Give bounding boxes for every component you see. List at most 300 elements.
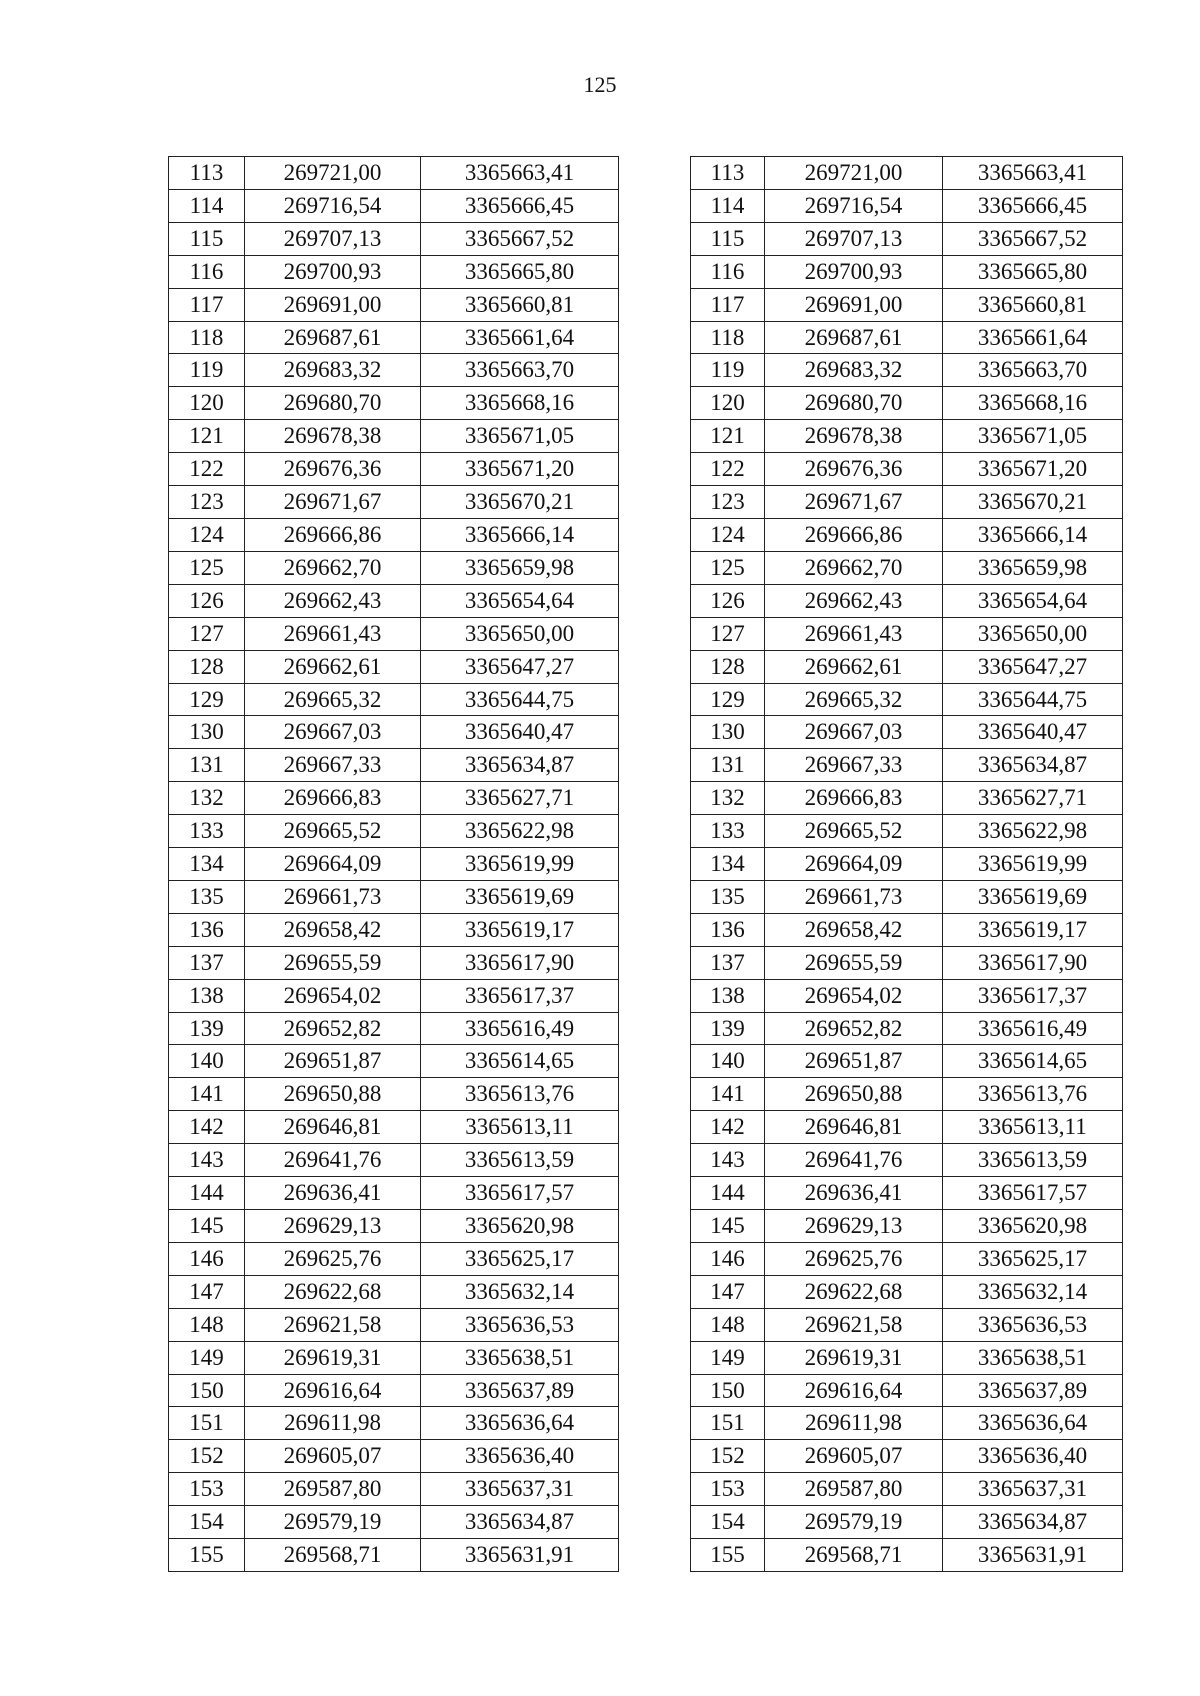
point-number-cell: 155 [691,1539,765,1572]
x-coordinate-cell: 269671,67 [765,486,943,519]
point-number-cell: 139 [169,1012,245,1045]
table-row [169,584,619,617]
table-row [691,1308,1123,1341]
x-coordinate-cell: 269651,87 [765,1045,943,1078]
point-number-cell: 142 [691,1111,765,1144]
point-number-cell: 136 [169,913,245,946]
table-row [691,584,1123,617]
point-number-cell: 145 [691,1210,765,1243]
x-coordinate-cell: 269680,70 [765,387,943,420]
table-row [691,1473,1123,1506]
x-coordinate-cell: 269678,38 [765,420,943,453]
table-row [691,617,1123,650]
y-coordinate-cell: 3365663,70 [421,354,619,387]
y-coordinate-cell: 3365647,27 [421,650,619,683]
point-number-cell: 117 [169,288,245,321]
table-row [691,1045,1123,1078]
point-number-cell: 138 [169,979,245,1012]
x-coordinate-cell: 269676,36 [765,453,943,486]
y-coordinate-cell: 3365614,65 [943,1045,1123,1078]
point-number-cell: 140 [169,1045,245,1078]
table-row [169,222,619,255]
point-number-cell: 116 [691,255,765,288]
point-number-cell: 152 [169,1440,245,1473]
table-row [691,1210,1123,1243]
point-number-cell: 144 [169,1177,245,1210]
y-coordinate-cell: 3365637,31 [943,1473,1123,1506]
x-coordinate-cell: 269687,61 [765,321,943,354]
y-coordinate-cell: 3365660,81 [421,288,619,321]
point-number-cell: 151 [691,1407,765,1440]
point-number-cell: 140 [691,1045,765,1078]
x-coordinate-cell: 269629,13 [245,1210,421,1243]
x-coordinate-cell: 269665,52 [765,815,943,848]
point-number-cell: 115 [691,222,765,255]
point-number-cell: 141 [691,1078,765,1111]
point-number-cell: 147 [691,1275,765,1308]
x-coordinate-cell: 269658,42 [245,913,421,946]
x-coordinate-cell: 269665,32 [245,683,421,716]
table-row [691,1111,1123,1144]
y-coordinate-cell: 3365659,98 [421,551,619,584]
table-row [691,189,1123,222]
y-coordinate-cell: 3365617,37 [943,979,1123,1012]
x-coordinate-cell: 269641,76 [245,1144,421,1177]
x-coordinate-cell: 269616,64 [765,1374,943,1407]
x-coordinate-cell: 269661,43 [765,617,943,650]
x-coordinate-cell: 269652,82 [245,1012,421,1045]
y-coordinate-cell: 3365634,87 [943,749,1123,782]
y-coordinate-cell: 3365634,87 [421,1506,619,1539]
y-coordinate-cell: 3365636,64 [943,1407,1123,1440]
y-coordinate-cell: 3365671,20 [943,453,1123,486]
x-coordinate-cell: 269721,00 [245,157,421,190]
y-coordinate-cell: 3365614,65 [421,1045,619,1078]
table-row [691,913,1123,946]
x-coordinate-cell: 269611,98 [245,1407,421,1440]
point-number-cell: 126 [691,584,765,617]
point-number-cell: 137 [691,946,765,979]
table-row [169,683,619,716]
point-number-cell: 127 [691,617,765,650]
y-coordinate-cell: 3365671,20 [421,453,619,486]
table-row [691,1440,1123,1473]
x-coordinate-cell: 269662,61 [245,650,421,683]
x-coordinate-cell: 269716,54 [245,189,421,222]
y-coordinate-cell: 3365617,37 [421,979,619,1012]
x-coordinate-cell: 269678,38 [245,420,421,453]
x-coordinate-cell: 269662,70 [765,551,943,584]
x-coordinate-cell: 269665,52 [245,815,421,848]
x-coordinate-cell: 269700,93 [245,255,421,288]
x-coordinate-cell: 269621,58 [765,1308,943,1341]
coordinates-table-left-body [169,157,619,1572]
table-row [169,157,619,190]
y-coordinate-cell: 3365668,16 [943,387,1123,420]
x-coordinate-cell: 269707,13 [245,222,421,255]
table-row [691,288,1123,321]
point-number-cell: 125 [169,551,245,584]
point-number-cell: 123 [691,486,765,519]
table-row [691,1177,1123,1210]
point-number-cell: 129 [691,683,765,716]
x-coordinate-cell: 269687,61 [245,321,421,354]
table-row [691,1078,1123,1111]
x-coordinate-cell: 269579,19 [765,1506,943,1539]
table-row [691,1407,1123,1440]
point-number-cell: 114 [169,189,245,222]
x-coordinate-cell: 269666,86 [765,518,943,551]
y-coordinate-cell: 3365644,75 [943,683,1123,716]
x-coordinate-cell: 269662,43 [245,584,421,617]
table-row [169,420,619,453]
point-number-cell: 122 [169,453,245,486]
point-number-cell: 155 [169,1539,245,1572]
point-number-cell: 118 [691,321,765,354]
y-coordinate-cell: 3365619,69 [943,880,1123,913]
point-number-cell: 126 [169,584,245,617]
table-row [169,1045,619,1078]
y-coordinate-cell: 3365636,40 [943,1440,1123,1473]
x-coordinate-cell: 269661,43 [245,617,421,650]
table-row [169,617,619,650]
y-coordinate-cell: 3365670,21 [943,486,1123,519]
point-number-cell: 132 [169,782,245,815]
table-row [169,650,619,683]
point-number-cell: 120 [169,387,245,420]
y-coordinate-cell: 3365650,00 [421,617,619,650]
point-number-cell: 154 [691,1506,765,1539]
point-number-cell: 119 [169,354,245,387]
y-coordinate-cell: 3365625,17 [943,1242,1123,1275]
y-coordinate-cell: 3365634,87 [421,749,619,782]
point-number-cell: 136 [691,913,765,946]
table-row [691,946,1123,979]
x-coordinate-cell: 269654,02 [765,979,943,1012]
point-number-cell: 143 [691,1144,765,1177]
point-number-cell: 128 [691,650,765,683]
point-number-cell: 144 [691,1177,765,1210]
x-coordinate-cell: 269650,88 [765,1078,943,1111]
y-coordinate-cell: 3365619,99 [943,848,1123,881]
y-coordinate-cell: 3365619,17 [943,913,1123,946]
x-coordinate-cell: 269568,71 [245,1539,421,1572]
y-coordinate-cell: 3365636,64 [421,1407,619,1440]
x-coordinate-cell: 269587,80 [765,1473,943,1506]
y-coordinate-cell: 3365667,52 [943,222,1123,255]
point-number-cell: 135 [691,880,765,913]
table-row [691,1275,1123,1308]
table-row [169,1539,619,1572]
y-coordinate-cell: 3365666,45 [421,189,619,222]
y-coordinate-cell: 3365620,98 [943,1210,1123,1243]
x-coordinate-cell: 269691,00 [765,288,943,321]
table-row [169,913,619,946]
y-coordinate-cell: 3365631,91 [943,1539,1123,1572]
y-coordinate-cell: 3365620,98 [421,1210,619,1243]
table-row [169,1506,619,1539]
table-row [169,880,619,913]
x-coordinate-cell: 269667,03 [765,716,943,749]
point-number-cell: 133 [169,815,245,848]
table-row [169,1308,619,1341]
table-row [691,848,1123,881]
x-coordinate-cell: 269676,36 [245,453,421,486]
point-number-cell: 133 [691,815,765,848]
y-coordinate-cell: 3365665,80 [943,255,1123,288]
y-coordinate-cell: 3365634,87 [943,1506,1123,1539]
x-coordinate-cell: 269655,59 [765,946,943,979]
point-number-cell: 153 [169,1473,245,1506]
point-number-cell: 137 [169,946,245,979]
x-coordinate-cell: 269619,31 [765,1341,943,1374]
point-number-cell: 149 [691,1341,765,1374]
point-number-cell: 116 [169,255,245,288]
point-number-cell: 150 [691,1374,765,1407]
x-coordinate-cell: 269622,68 [765,1275,943,1308]
point-number-cell: 150 [169,1374,245,1407]
point-number-cell: 113 [169,157,245,190]
page-number: 125 [583,72,617,97]
table-row [169,1341,619,1374]
y-coordinate-cell: 3365632,14 [943,1275,1123,1308]
table-row [169,189,619,222]
x-coordinate-cell: 269619,31 [245,1341,421,1374]
table-row [691,683,1123,716]
y-coordinate-cell: 3365670,21 [421,486,619,519]
point-number-cell: 154 [169,1506,245,1539]
point-number-cell: 131 [691,749,765,782]
table-row [691,1144,1123,1177]
table-row [169,1111,619,1144]
x-coordinate-cell: 269654,02 [245,979,421,1012]
y-coordinate-cell: 3365663,41 [943,157,1123,190]
table-row [691,815,1123,848]
table-row [691,1539,1123,1572]
y-coordinate-cell: 3365622,98 [421,815,619,848]
y-coordinate-cell: 3365631,91 [421,1539,619,1572]
point-number-cell: 115 [169,222,245,255]
coordinates-table-right [690,156,1123,1572]
point-number-cell: 130 [169,716,245,749]
y-coordinate-cell: 3365666,14 [943,518,1123,551]
x-coordinate-cell: 269683,32 [245,354,421,387]
point-number-cell: 139 [691,1012,765,1045]
y-coordinate-cell: 3365638,51 [421,1341,619,1374]
table-row [691,551,1123,584]
x-coordinate-cell: 269636,41 [245,1177,421,1210]
table-row [691,749,1123,782]
y-coordinate-cell: 3365637,89 [421,1374,619,1407]
y-coordinate-cell: 3365666,45 [943,189,1123,222]
y-coordinate-cell: 3365619,99 [421,848,619,881]
x-coordinate-cell: 269587,80 [245,1473,421,1506]
table-row [169,288,619,321]
table-row [691,321,1123,354]
x-coordinate-cell: 269667,03 [245,716,421,749]
x-coordinate-cell: 269651,87 [245,1045,421,1078]
table-row [169,1407,619,1440]
y-coordinate-cell: 3365663,70 [943,354,1123,387]
y-coordinate-cell: 3365625,17 [421,1242,619,1275]
table-row [691,1341,1123,1374]
y-coordinate-cell: 3365660,81 [943,288,1123,321]
y-coordinate-cell: 3365617,90 [421,946,619,979]
table-row [691,420,1123,453]
x-coordinate-cell: 269662,61 [765,650,943,683]
point-number-cell: 135 [169,880,245,913]
x-coordinate-cell: 269707,13 [765,222,943,255]
table-row [169,1275,619,1308]
x-coordinate-cell: 269666,83 [245,782,421,815]
y-coordinate-cell: 3365613,59 [943,1144,1123,1177]
x-coordinate-cell: 269605,07 [765,1440,943,1473]
point-number-cell: 134 [169,848,245,881]
table-row [691,222,1123,255]
y-coordinate-cell: 3365637,89 [943,1374,1123,1407]
table-row [691,716,1123,749]
y-coordinate-cell: 3365665,80 [421,255,619,288]
point-number-cell: 124 [169,518,245,551]
x-coordinate-cell: 269662,43 [765,584,943,617]
y-coordinate-cell: 3365613,76 [943,1078,1123,1111]
y-coordinate-cell: 3365619,17 [421,913,619,946]
y-coordinate-cell: 3365617,90 [943,946,1123,979]
x-coordinate-cell: 269625,76 [765,1242,943,1275]
point-number-cell: 146 [169,1242,245,1275]
x-coordinate-cell: 269658,42 [765,913,943,946]
x-coordinate-cell: 269646,81 [245,1111,421,1144]
x-coordinate-cell: 269622,68 [245,1275,421,1308]
x-coordinate-cell: 269621,58 [245,1308,421,1341]
point-number-cell: 148 [691,1308,765,1341]
y-coordinate-cell: 3365661,64 [421,321,619,354]
table-row [169,1242,619,1275]
table-row [691,979,1123,1012]
y-coordinate-cell: 3365627,71 [421,782,619,815]
point-number-cell: 145 [169,1210,245,1243]
x-coordinate-cell: 269666,86 [245,518,421,551]
y-coordinate-cell: 3365632,14 [421,1275,619,1308]
point-number-cell: 148 [169,1308,245,1341]
x-coordinate-cell: 269611,98 [765,1407,943,1440]
x-coordinate-cell: 269667,33 [765,749,943,782]
y-coordinate-cell: 3365637,31 [421,1473,619,1506]
x-coordinate-cell: 269664,09 [245,848,421,881]
table-row [691,1374,1123,1407]
point-number-cell: 114 [691,189,765,222]
x-coordinate-cell: 269700,93 [765,255,943,288]
y-coordinate-cell: 3365654,64 [943,584,1123,617]
y-coordinate-cell: 3365640,47 [943,716,1123,749]
table-row [691,387,1123,420]
y-coordinate-cell: 3365613,11 [943,1111,1123,1144]
y-coordinate-cell: 3365654,64 [421,584,619,617]
table-row [169,848,619,881]
table-row [169,716,619,749]
point-number-cell: 125 [691,551,765,584]
point-number-cell: 143 [169,1144,245,1177]
point-number-cell: 131 [169,749,245,782]
y-coordinate-cell: 3365616,49 [421,1012,619,1045]
y-coordinate-cell: 3365636,53 [421,1308,619,1341]
y-coordinate-cell: 3365667,52 [421,222,619,255]
table-row [691,1242,1123,1275]
y-coordinate-cell: 3365636,40 [421,1440,619,1473]
point-number-cell: 146 [691,1242,765,1275]
x-coordinate-cell: 269568,71 [765,1539,943,1572]
y-coordinate-cell: 3365659,98 [943,551,1123,584]
x-coordinate-cell: 269605,07 [245,1440,421,1473]
point-number-cell: 147 [169,1275,245,1308]
x-coordinate-cell: 269616,64 [245,1374,421,1407]
table-row [691,1506,1123,1539]
table-row [169,255,619,288]
table-row [691,1012,1123,1045]
x-coordinate-cell: 269665,32 [765,683,943,716]
table-row [691,650,1123,683]
table-row [169,486,619,519]
table-row [169,1473,619,1506]
x-coordinate-cell: 269646,81 [765,1111,943,1144]
coordinates-table-left [168,156,619,1572]
table-row [169,453,619,486]
x-coordinate-cell: 269652,82 [765,1012,943,1045]
point-number-cell: 128 [169,650,245,683]
point-number-cell: 124 [691,518,765,551]
y-coordinate-cell: 3365644,75 [421,683,619,716]
point-number-cell: 149 [169,1341,245,1374]
point-number-cell: 138 [691,979,765,1012]
x-coordinate-cell: 269683,32 [765,354,943,387]
x-coordinate-cell: 269716,54 [765,189,943,222]
x-coordinate-cell: 269650,88 [245,1078,421,1111]
y-coordinate-cell: 3365661,64 [943,321,1123,354]
table-row [691,354,1123,387]
table-row [169,1012,619,1045]
table-row [169,1440,619,1473]
x-coordinate-cell: 269579,19 [245,1506,421,1539]
point-number-cell: 127 [169,617,245,650]
table-row [169,1374,619,1407]
x-coordinate-cell: 269625,76 [245,1242,421,1275]
table-row [691,157,1123,190]
table-row [169,354,619,387]
table-row [169,1210,619,1243]
table-row [169,815,619,848]
y-coordinate-cell: 3365636,53 [943,1308,1123,1341]
table-row [691,255,1123,288]
y-coordinate-cell: 3365663,41 [421,157,619,190]
y-coordinate-cell: 3365671,05 [943,420,1123,453]
table-row [169,1078,619,1111]
point-number-cell: 129 [169,683,245,716]
x-coordinate-cell: 269636,41 [765,1177,943,1210]
point-number-cell: 132 [691,782,765,815]
table-row [169,1177,619,1210]
y-coordinate-cell: 3365650,00 [943,617,1123,650]
point-number-cell: 121 [169,420,245,453]
table-row [169,1144,619,1177]
y-coordinate-cell: 3365668,16 [421,387,619,420]
x-coordinate-cell: 269641,76 [765,1144,943,1177]
x-coordinate-cell: 269661,73 [245,880,421,913]
table-row [691,453,1123,486]
table-row [169,979,619,1012]
table-row [691,880,1123,913]
y-coordinate-cell: 3365617,57 [421,1177,619,1210]
table-row [169,387,619,420]
